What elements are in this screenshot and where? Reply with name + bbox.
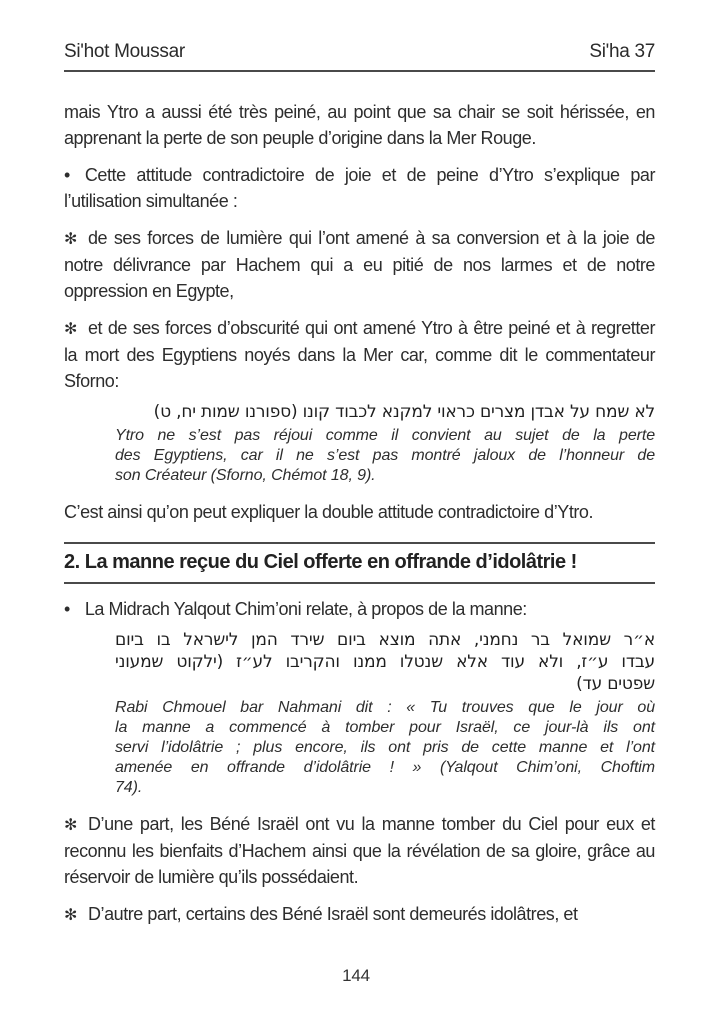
- paragraph-text: D’autre part, certains des Béné Israël sont demeurés idolâtres, et: [87, 904, 578, 924]
- section-heading: 2. La manne reçue du Ciel offerte en offrande d’idolâtrie !: [64, 542, 655, 584]
- hebrew-quote-line: עבדו ע״ז, ולא עוד אלא שנטלו ממנו והקריבו לע״ז (ילקוט שמעוני: [115, 652, 655, 672]
- translation-line: Ytro ne s’est pas réjoui comme il convient au sujet de la perte: [115, 427, 655, 444]
- quote-translation: [115, 426, 655, 486]
- translation-line: son Créateur (Sforno, Chémot 18, 9).: [115, 467, 376, 484]
- page-header: [64, 40, 655, 72]
- header-chapter-label: Si'ha 37: [589, 41, 655, 62]
- paragraph-text: de ses forces de lumière qui l’ont amené à sa conversion et à la joie de notre délivrance par Hachem qui a eu pitié de nos larmes et de notre oppression en Egypte,: [64, 228, 655, 301]
- translation-line: des Egyptiens, car il ne s’est pas montré jaloux de l’honneur de: [115, 447, 655, 464]
- quote-translation: [115, 698, 655, 798]
- paragraph-conclusion: C’est ainsi qu’on peut expliquer la double attitude contradictoire d’Ytro.: [64, 502, 594, 522]
- translation-line: la manne a commencé à tomber pour Israël, ce jour-là ils ont: [115, 719, 655, 736]
- paragraph-continuation: mais Ytro a aussi été très peiné, au point que sa chair se soit hérissée, en apprenant la perte de son peuple d’origine dans la Mer Rouge.: [64, 102, 655, 148]
- header-book-title: Si'hot Moussar: [64, 41, 185, 62]
- page-number: 144: [342, 966, 370, 985]
- asterisk-icon: ✻: [64, 229, 77, 248]
- bullet-icon: •: [64, 599, 70, 619]
- asterisk-paragraph: [64, 811, 655, 890]
- hebrew-quote: [115, 401, 655, 423]
- quote-block-yalqout: [115, 629, 655, 798]
- page-body: [64, 99, 655, 928]
- asterisk-icon: ✻: [64, 815, 77, 834]
- bullet-icon: •: [64, 165, 70, 185]
- hebrew-quote: [115, 629, 655, 695]
- asterisk-icon: ✻: [64, 319, 77, 338]
- hebrew-quote-line: א״ר שמואל בר נחמני, אתה מוצא ביום שירד המן לישראל בו ביום: [115, 630, 655, 650]
- hebrew-quote-line: שפטים עד): [576, 674, 655, 694]
- paragraph-text: D’une part, les Béné Israël ont vu la manne tomber du Ciel pour eux et reconnu les bienfaits d’Hachem ainsi que la révélation de sa gloire, grâce au réservoir de lumière qu’ils possédaient.: [64, 814, 655, 887]
- translation-line: Rabi Chmouel bar Nahmani dit : « Tu trouves que le jour où: [115, 699, 655, 716]
- translation-line: amenée en offrande d’idolâtrie ! » (Yalqout Chim’oni, Choftim: [115, 759, 655, 776]
- quote-block-sforno: [115, 401, 655, 486]
- paragraph-text: La Midrach Yalqout Chim’oni relate, à propos de la manne:: [84, 599, 527, 619]
- bullet-paragraph: [64, 596, 655, 622]
- asterisk-paragraph: [64, 315, 655, 394]
- asterisk-paragraph: [64, 901, 655, 928]
- bullet-paragraph: [64, 162, 655, 214]
- asterisk-icon: ✻: [64, 905, 77, 924]
- hebrew-quote-line: לא שמח על אבדן מצרים כראוי למקנא לכבוד קונו (ספורנו שמות יח, ט): [153, 402, 655, 422]
- translation-line: servi l’idolâtrie ; plus encore, ils ont pris de cette manne et l’ont: [115, 739, 655, 756]
- paragraph-text: Cette attitude contradictoire de joie et de peine d’Ytro s’explique par l’utilisation simultanée :: [64, 165, 655, 211]
- translation-line: 74).: [115, 779, 143, 796]
- page-footer: [0, 966, 712, 986]
- paragraph-text: et de ses forces d’obscurité qui ont amené Ytro à être peiné et à regretter la mort des Egyptiens noyés dans la Mer car, comme dit le commentateur Sforno:: [64, 318, 655, 391]
- asterisk-paragraph: [64, 225, 655, 304]
